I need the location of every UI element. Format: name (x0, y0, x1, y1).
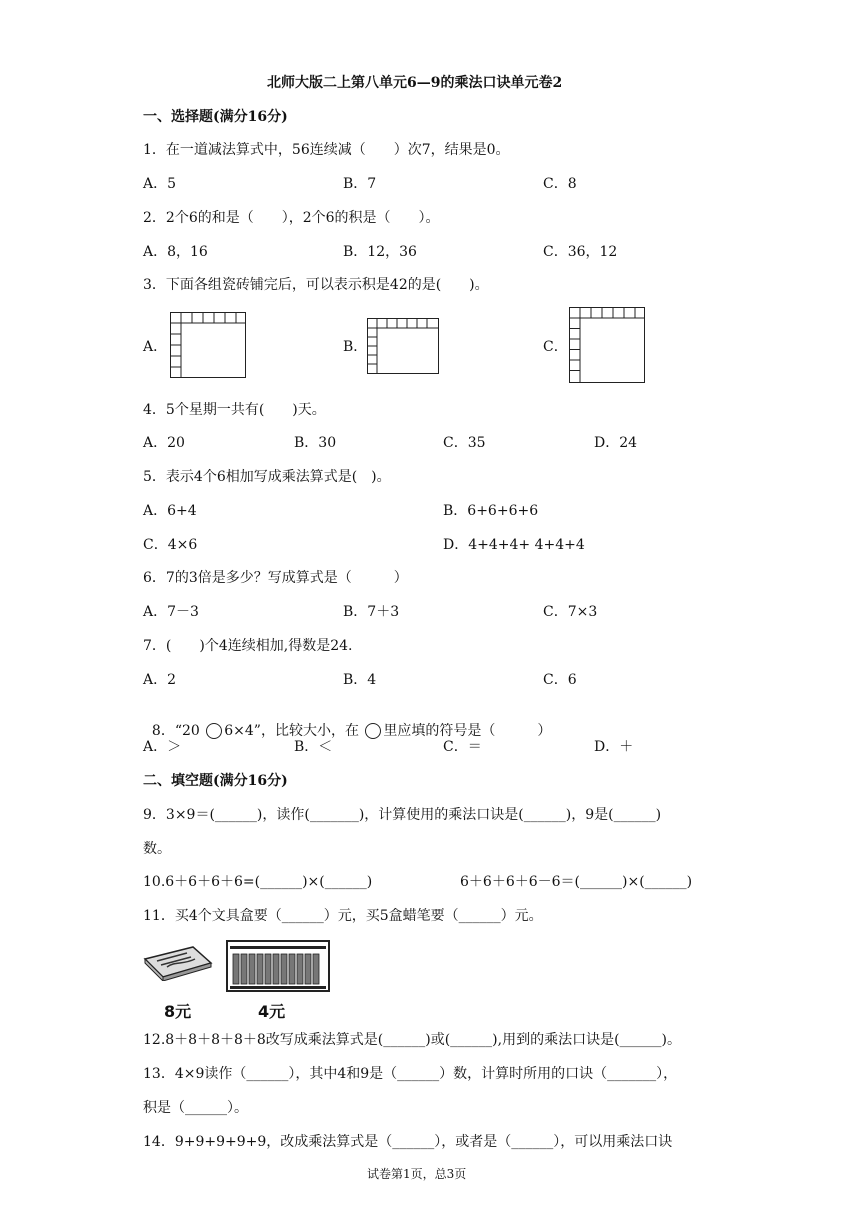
q10-left: 10.6＋6＋6＋6=(______)×(______) (143, 874, 373, 890)
q8-option-a[interactable]: A．＞ (143, 739, 182, 755)
pencil-box-price: 8元 (164, 1002, 192, 1021)
tile-grid-b-figure (367, 318, 439, 374)
q8-stem-mid: 6×4”，比较大小，在 (224, 723, 364, 739)
pencil-box-image (143, 945, 213, 981)
q7-option-b[interactable]: B．4 (343, 672, 377, 688)
crayon-box-price: 4元 (258, 1002, 286, 1021)
q11-stem: 11．买4个文具盒要（______）元，买5盒蜡笔要（______）元。 (143, 908, 543, 924)
q10-right: 6＋6＋6＋6－6＝(______)×(______) (460, 874, 693, 890)
q9-line1: 9．3×9＝(______)，读作(_______)，计算使用的乘法口诀是(______)，9是(______) (143, 807, 662, 823)
q8-stem-post: 里应填的符号是（ ） (383, 723, 552, 739)
q14-stem: 14．9+9+9+9+9，改成乘法算式是（______），或者是（______），可以用乘法口诀 (143, 1134, 673, 1150)
q4-option-a[interactable]: A．20 (143, 435, 185, 451)
q8-option-b[interactable]: B．＜ (294, 739, 333, 755)
q7-option-a[interactable]: A．2 (143, 672, 177, 688)
q1-option-a[interactable]: A．5 (143, 176, 177, 192)
tile-grid-c-figure (569, 307, 645, 383)
q2-stem: 2．2个6的和是（ ），2个6的积是（ ）。 (143, 210, 440, 226)
q3-option-c[interactable]: C． (543, 339, 568, 355)
q6-stem: 6．7的3倍是多少？写成算式是（ ） (143, 570, 408, 586)
q7-stem: 7．( )个4连续相加,得数是24. (143, 638, 353, 654)
q5-option-a[interactable]: A．6+4 (143, 503, 197, 519)
q8-stem (143, 704, 551, 740)
crayon-box-image (226, 940, 330, 992)
q5-option-c[interactable]: C．4×6 (143, 537, 198, 553)
q4-option-c[interactable]: C．35 (443, 435, 486, 451)
blank-circle-icon (365, 723, 381, 739)
q5-option-b[interactable]: B．6+6+6+6 (443, 503, 539, 519)
q1-option-b[interactable]: B．7 (343, 176, 377, 192)
q2-option-b[interactable]: B．12，36 (343, 244, 417, 260)
q6-option-a[interactable]: A．7－3 (143, 604, 199, 620)
q6-option-c[interactable]: C．7×3 (543, 604, 598, 620)
q8-stem-pre: 8．“20 (151, 723, 205, 739)
q12-stem: 12.8＋8＋8＋8＋8改写成乘法算式是(______)或(______),用到的乘法口诀是(______)。 (143, 1032, 682, 1048)
q13-line2: 积是（______）。 (143, 1100, 248, 1116)
q9-line2: 数。 (143, 841, 171, 857)
q3-option-b[interactable]: B． (343, 339, 368, 355)
section-fill-heading: 二、填空题(满分16分) (143, 773, 288, 789)
q5-stem: 5．表示4个6相加写成乘法算式是( )。 (143, 469, 391, 485)
q7-option-c[interactable]: C．6 (543, 672, 577, 688)
page-footer: 试卷第1页，总3页 (367, 1167, 467, 1181)
q8-option-d[interactable]: D．＋ (594, 739, 634, 755)
q1-stem: 1．在一道减法算式中，56连续减（ ）次7，结果是0。 (143, 142, 510, 158)
q8-option-c[interactable]: C．＝ (443, 739, 482, 755)
q3-stem: 3．下面各组瓷砖铺完后，可以表示积是42的是( )。 (143, 277, 489, 293)
q13-line1: 13．4×9读作（______），其中4和9是（______）数，计算时所用的口诀（_______）， (143, 1066, 678, 1082)
q2-option-a[interactable]: A．8，16 (143, 244, 208, 260)
q2-option-c[interactable]: C．36，12 (543, 244, 618, 260)
blank-circle-icon (206, 723, 222, 739)
q6-option-b[interactable]: B．7＋3 (343, 604, 400, 620)
q1-option-c[interactable]: C．8 (543, 176, 577, 192)
q5-option-d[interactable]: D．4+4+4+ 4+4+4 (443, 537, 585, 553)
tile-grid-a-figure (170, 312, 246, 378)
q4-option-b[interactable]: B．30 (294, 435, 337, 451)
page-title: 北师大版二上第八单元6—9的乘法口诀单元卷2 (267, 75, 563, 91)
q4-stem: 4．5个星期一共有( )天。 (143, 402, 326, 418)
q4-option-d[interactable]: D．24 (594, 435, 638, 451)
q3-option-a[interactable]: A． (143, 339, 168, 355)
section-choice-heading: 一、选择题(满分16分) (143, 109, 288, 125)
